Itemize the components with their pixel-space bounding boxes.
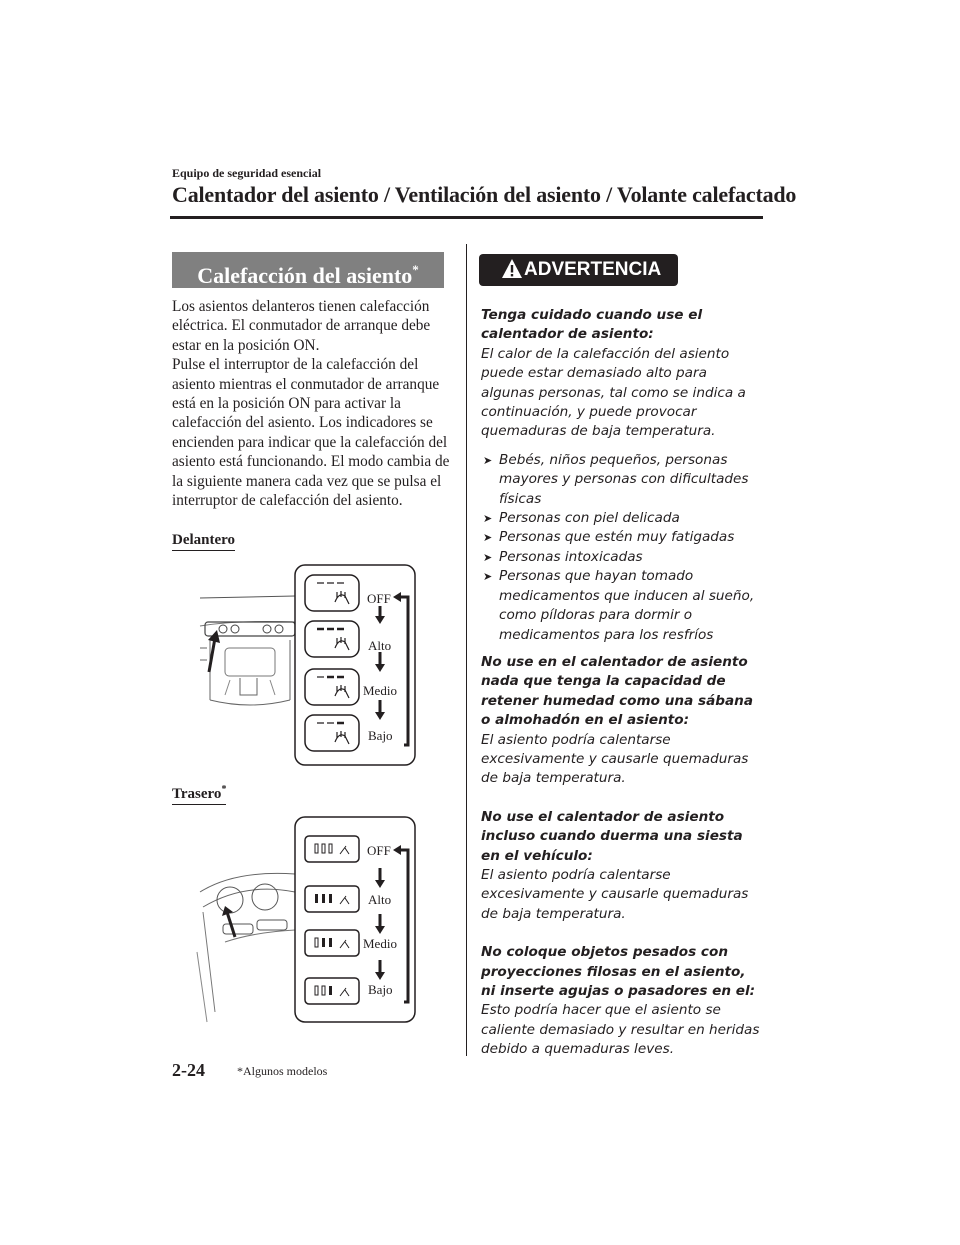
front-mode-off: OFF — [367, 591, 391, 606]
list-item — [481, 528, 761, 547]
rear-mode-low: Bajo — [368, 982, 393, 997]
rear-switch-high — [305, 886, 359, 912]
page-title: Calentador del asiento / Ventilación del asiento / Volante calefactado — [172, 182, 797, 207]
arrow-bullet-icon: ➤ — [483, 550, 493, 564]
intro-text — [172, 297, 452, 510]
list-item-text: Personas con piel delicada — [499, 510, 680, 527]
section-label: Equipo de seguridad esencial — [172, 166, 322, 180]
warning-text-3: El asiento podría calentarse excesivamente y causarle quemaduras de baja temperatura. — [481, 866, 749, 922]
warning-text — [481, 306, 761, 1060]
rear-mode-medium: Medio — [363, 936, 397, 951]
rear-seat-heater-illustration — [195, 812, 420, 1032]
rear-switch-medium — [305, 930, 359, 956]
intro-paragraph-1: Los asientos delanteros tienen calefacción eléctrica. El conmutador de arranque debe estar en la posición ON. — [172, 298, 431, 354]
rear-switch-low — [305, 978, 359, 1004]
rear-heading-text: Trasero — [172, 786, 222, 802]
warning-text-4: Esto podría hacer que el asiento se caliente demasiado y resultar en heridas debido a quemaduras leves. — [481, 1002, 760, 1058]
list-item-text: Personas que hayan tomado medicamentos que inducen al sueño, como píldoras para dormir o medicamentos para los resfríos — [499, 568, 755, 643]
front-mode-high: Alto — [368, 638, 392, 653]
rear-heading — [172, 784, 226, 805]
list-item-text: Personas intoxicadas — [499, 548, 643, 565]
arrow-bullet-icon: ➤ — [483, 531, 493, 545]
list-item — [481, 509, 761, 528]
warning-heading-2: No use en el calentador de asiento nada que tenga la capacidad de retener humedad como una sábana o almohadón en el asiento: — [481, 653, 753, 729]
front-heading-text: Delantero — [172, 532, 236, 548]
section-heading — [172, 252, 444, 288]
warning-heading-3: No use el calentador de asiento incluso cuando duerma una siesta en el vehículo: — [481, 808, 743, 864]
intro-paragraph-2: Pulse el interruptor de la calefacción del asiento mientras el conmutador de arranque está en la posición ON para activar la calefacción del asiento. Los indicadores se encienden para indicar que la calefacción del asiento está funcionando. El modo cambia de la siguiente manera cada vez que se pulsa el interruptor de calefacción del asiento. — [172, 356, 450, 510]
front-mode-low: Bajo — [368, 728, 393, 743]
heading-asterisk: * — [412, 262, 419, 277]
list-item — [481, 451, 761, 509]
rear-mode-off: OFF — [367, 843, 391, 858]
page-number: 2-24 — [172, 1060, 205, 1080]
arrow-bullet-icon: ➤ — [483, 453, 493, 467]
warning-banner — [479, 254, 678, 286]
front-seat-heater-illustration — [195, 560, 420, 770]
arrow-bullet-icon: ➤ — [483, 512, 493, 526]
warning-triangle-icon — [501, 258, 523, 280]
front-switch-high — [305, 621, 359, 657]
front-switch-low — [305, 715, 359, 751]
footnote: *Algunos modelos — [237, 1064, 328, 1078]
rear-asterisk: * — [221, 784, 227, 795]
warning-heading-4: No coloque objetos pesados con proyecciones filosas en el asiento, ni inserte agujas o pasadores en el: — [481, 944, 756, 999]
risk-list — [481, 451, 761, 645]
warning-label: ADVERTENCIA — [524, 259, 662, 280]
arrow-bullet-icon: ➤ — [483, 570, 493, 584]
list-item-text: Personas que estén muy fatigadas — [499, 529, 735, 546]
front-mode-medium: Medio — [363, 683, 397, 698]
front-heading — [172, 532, 235, 551]
column-divider — [466, 244, 467, 1056]
warning-text-1: El calor de la calefacción del asiento puede estar demasiado alto para algunas personas, tal como se indica a continuación, y puede provocar quemaduras de baja temperatura. — [481, 345, 746, 440]
rear-mode-high: Alto — [368, 892, 392, 907]
list-item — [481, 548, 761, 567]
warning-heading-1: Tenga cuidado cuando use el calentador de asiento: — [481, 307, 703, 343]
title-rule — [170, 216, 763, 219]
front-switch-medium — [305, 669, 359, 705]
front-switch-off — [305, 575, 359, 611]
warning-text-2: El asiento podría calentarse excesivamente y causarle quemaduras de baja temperatura. — [481, 731, 749, 787]
list-item — [481, 567, 761, 645]
list-item-text: Bebés, niños pequeños, personas mayores y personas con dificultades físicas — [499, 451, 749, 507]
rear-switch-off — [305, 836, 359, 862]
section-heading-text: Calefacción del asiento — [197, 263, 413, 288]
